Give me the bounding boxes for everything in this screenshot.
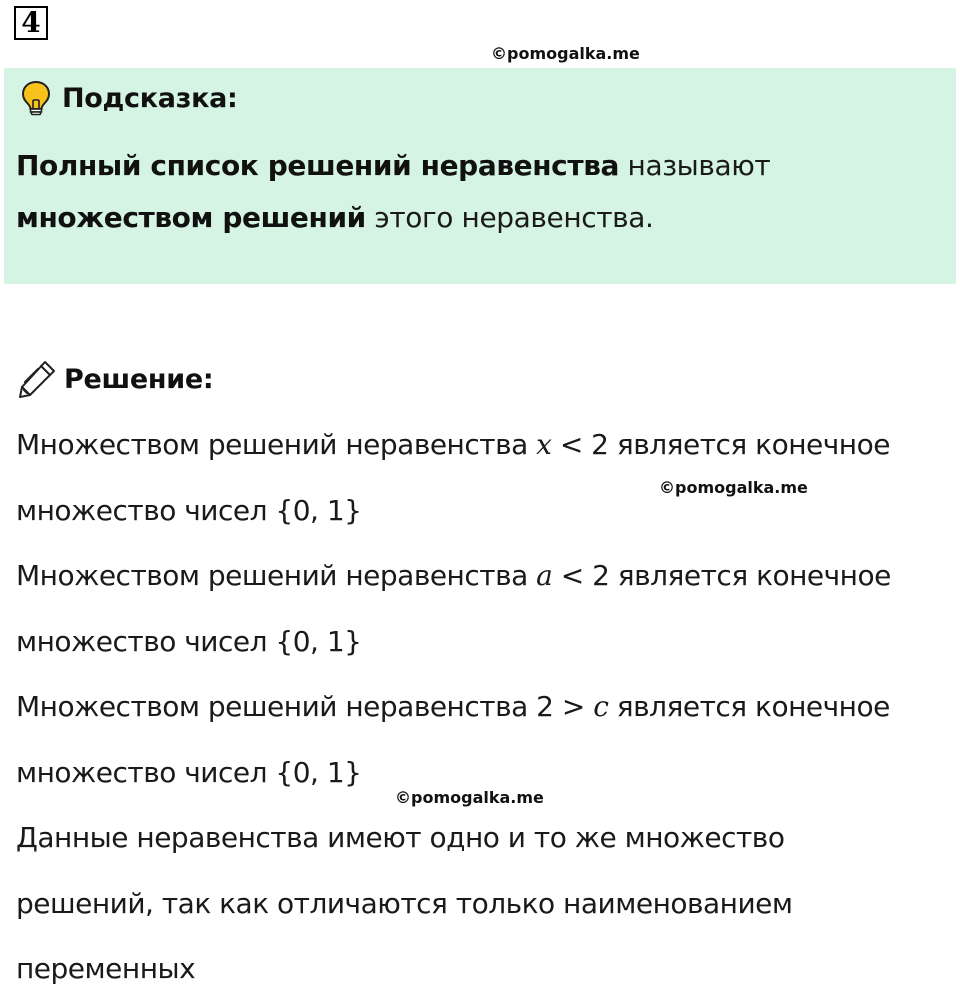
solution-title-label: Решение:	[64, 363, 214, 395]
hint-line-1-rest: называют	[619, 149, 771, 182]
watermark: ©pomogalka.me	[395, 788, 544, 807]
solution-line	[16, 674, 951, 740]
hint-box	[4, 68, 956, 284]
hint-term-bold: множеством решений	[16, 201, 366, 234]
pencil-icon	[16, 358, 58, 400]
solution-line	[16, 412, 951, 478]
text-span: Множеством решений неравенства 2 >	[16, 690, 594, 723]
hint-title	[20, 80, 238, 116]
text-span: < 2 является конечное	[552, 559, 891, 592]
text-span: является конечное	[608, 690, 890, 723]
text-span: < 2 является конечное	[551, 428, 890, 461]
watermark: ©pomogalka.me	[659, 478, 808, 497]
hint-line-2	[16, 192, 946, 244]
text-span: Множеством решений неравенства	[16, 428, 537, 461]
hint-line-2-rest: этого неравенства.	[365, 201, 654, 234]
solution-line: множество чисел {0, 1}	[16, 624, 362, 658]
solution-title	[16, 358, 213, 400]
solution-body	[16, 412, 951, 1002]
text-span: Множеством решений неравенства	[16, 559, 537, 592]
hint-line-1	[16, 140, 946, 192]
solution-line: множество чисел {0, 1}	[16, 755, 362, 789]
hint-term-bold: Полный список решений неравенства	[16, 149, 620, 182]
solution-line	[16, 543, 951, 609]
conclusion-line: Данные неравенства имеют одно и то же множество	[16, 821, 785, 854]
solution-line: множество чисел {0, 1}	[16, 493, 362, 527]
watermark: ©pomogalka.me	[491, 44, 640, 63]
hint-text	[16, 140, 946, 244]
math-variable: x	[536, 428, 552, 461]
conclusion-line: решений, так как отличаются только наименованием	[16, 886, 793, 920]
conclusion-line: переменных	[16, 952, 196, 985]
hint-title-label: Подсказка:	[62, 82, 238, 114]
math-variable: a	[536, 559, 553, 592]
math-variable: c	[593, 690, 609, 723]
task-number: 4	[14, 6, 48, 40]
lightbulb-icon	[20, 80, 52, 116]
